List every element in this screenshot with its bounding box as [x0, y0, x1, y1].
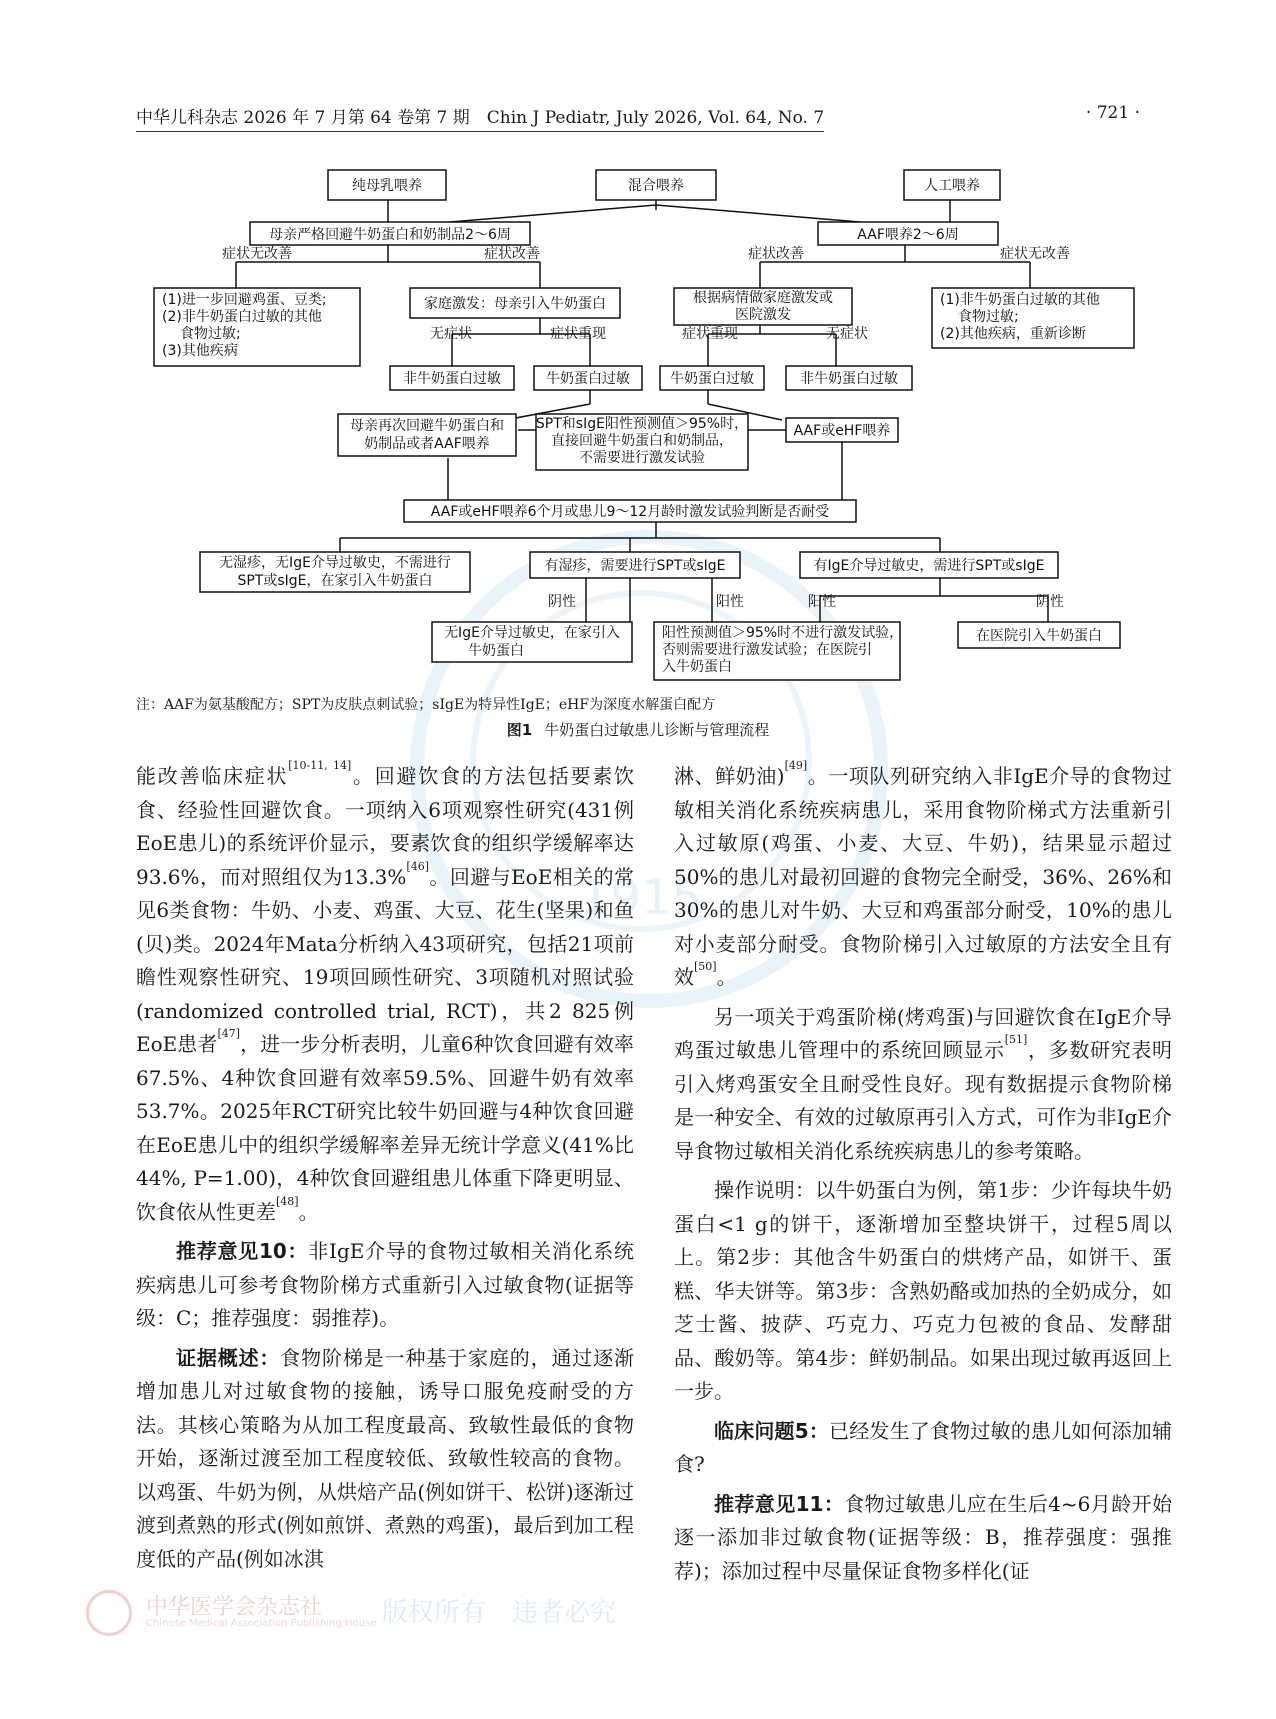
label-ige-history: 有IgE介导过敏史，需进行SPT或sIgE — [813, 558, 1045, 574]
left-no-improve-line-4: (3)其他疾病 — [162, 343, 238, 359]
recommendation-11: 推荐意见11：食物过敏患儿应在生后4~6月龄开始逐一添加非过敏食物(证据等级：B，推荐强度：强推荐)；添加过程中尽量保证食物多样化(证 — [674, 1491, 1172, 1583]
home-intro-line-1: 无IgE介导过敏史，在家引入 — [444, 625, 620, 641]
label-formula-feeding: 人工喂养 — [924, 178, 980, 194]
label-left-cma: 牛奶蛋白过敏 — [546, 371, 630, 387]
citation: [47] — [217, 1027, 241, 1040]
figure-title: 牛奶蛋白过敏患儿诊断与管理流程 — [544, 721, 770, 739]
label-left-recur: 症状重现 — [550, 326, 606, 342]
watermark-year: 1915 — [580, 870, 703, 926]
right-column — [674, 760, 1172, 1594]
journal-citation: 中华儿科杂志 2026 年 7 月第 64 卷第 7 期 Chin J Pediatr, July 2026, Vol. 64, No. 7 — [136, 103, 824, 132]
ppv-line-2: 否则需要进行激发试验；在医院引 — [662, 642, 872, 658]
citation: [46] — [406, 859, 429, 873]
citation: [51] — [1004, 1033, 1028, 1046]
recommendation-11-label: 推荐意见11： — [714, 1491, 845, 1516]
label-positive-1: 阳性 — [716, 594, 744, 610]
label-aaf-2-6w: AAF喂养2～6周 — [857, 227, 959, 243]
label-hospital-intro: 在医院引入牛奶蛋白 — [976, 628, 1102, 644]
figure-note: 注：AAF为氨基酸配方；SPT为皮肤点刺试验；sIgE为特异性IgE；eHF为深度水解蛋白配方 — [136, 697, 716, 713]
label-decision: AAF或eHF喂养6个月或患儿9～12月龄时激发试验判断是否耐受 — [430, 504, 830, 520]
ppv-line-3: 入牛奶蛋白 — [662, 659, 732, 675]
citation: [50] — [694, 960, 717, 973]
label-positive-2: 阳性 — [808, 594, 836, 610]
copyright-stamp: 版权所有 违者必究 — [382, 1598, 617, 1628]
recommendation-10-label: 推荐意见10： — [176, 1239, 309, 1263]
label-eczema: 有湿疹，需要进行SPT或sIgE — [544, 558, 726, 574]
left-no-improve-line-1: (1)进一步回避鸡蛋、豆类; — [162, 292, 327, 308]
avoid-again-line-2: 奶制品或者AAF喂养 — [364, 436, 490, 452]
label-left-improve: 症状改善 — [484, 246, 540, 262]
no-eczema-line-1: 无湿疹，无IgE介导过敏史，不需进行 — [219, 555, 451, 571]
operation-instructions: 操作说明：以牛奶蛋白为例，第1步：少许每块牛奶蛋白<1 g的饼干，逐渐增加至整块饼干，过程5周以上。第2步：其他含牛奶蛋白的烘烤产品，如饼干、蛋糕、华夫饼等。第3步：含熟奶酪或加热的全奶成分，如芝士酱、披萨、巧克力、巧克力包被的食品、发酵甜品、酸奶等。第4步：鲜奶制品。如果出现过敏再返回上一步。 — [674, 1178, 1172, 1403]
label-right-no-improve: 症状无改善 — [1000, 246, 1070, 262]
left-column — [136, 760, 634, 1582]
right-no-improve-line-3: (2)其他疾病，重新诊断 — [940, 326, 1086, 342]
right-challenge-line-2: 医院激发 — [735, 307, 791, 323]
label-aaf-ehf: AAF或eHF喂养 — [793, 423, 891, 439]
publisher-name: 中华医学会杂志社 — [146, 1595, 323, 1620]
publisher-logo-icon — [86, 1590, 132, 1636]
citation: [49] — [784, 759, 808, 772]
figure-label: 图1 — [506, 721, 533, 739]
label-mother-avoid: 母亲严格回避牛奶蛋白和奶制品2～6周 — [269, 227, 511, 243]
left-no-improve-line-2: (2)非牛奶蛋白过敏的其他 — [162, 309, 322, 325]
clinical-question-5: 临床问题5：已经发生了食物过敏的患儿如何添加辅食? — [674, 1418, 1172, 1476]
label-negative-1: 阴性 — [548, 594, 576, 610]
page-number: · 721 · — [1085, 103, 1140, 123]
avoid-again-line-1: 母亲再次回避牛奶蛋白和 — [350, 418, 504, 434]
recommendation-10: 推荐意见10：非IgE介导的食物过敏相关消化系统疾病患儿可参考食物阶梯方式重新引入过敏食物(证据等级：C；推荐强度：弱推荐)。 — [136, 1239, 634, 1330]
right-no-improve-line-2: 食物过敏; — [958, 309, 1019, 325]
label-right-non-cma: 非牛奶蛋白过敏 — [800, 371, 898, 387]
citation: [48] — [276, 1194, 299, 1208]
publisher-name-en: Chinese Medical Association Publishing House — [146, 1618, 377, 1629]
label-home-challenge: 家庭激发：母亲引入牛奶蛋白 — [424, 296, 606, 312]
right-no-improve-line-1: (1)非牛奶蛋白过敏的其他 — [940, 292, 1100, 308]
ppv-line-1: 阳性预测值＞95%时不进行激发试验， — [662, 625, 904, 641]
no-eczema-line-2: SPT或sIgE，在家引入牛奶蛋白 — [237, 573, 433, 589]
publisher-watermark — [86, 1590, 617, 1634]
label-left-no-improve: 症状无改善 — [222, 246, 292, 262]
clinical-question-5-label: 临床问题5： — [714, 1418, 830, 1443]
citation: [10-11, 14] — [288, 759, 352, 772]
right-paragraph-1: 淋、鲜奶油)[49]。一项队列研究纳入非IgE介导的食物过敏相关消化系统疾病患儿，采用食物阶梯式方法重新引入过敏原(鸡蛋、小麦、大豆、牛奶)，结果显示超过50%的患儿对最初回避的食物完全耐受，36%、26%和30%的患儿对牛奶、大豆和鸡蛋部分耐受，10%的患儿对小麦部分耐受。食物阶梯引入过敏原的方法安全且有效[50]。 — [674, 759, 1172, 989]
home-intro-line-2: 牛奶蛋白 — [468, 643, 524, 659]
left-no-improve-line-3: 食物过敏; — [180, 326, 241, 342]
figure-caption — [0, 719, 1276, 740]
label-left-non-cma: 非牛奶蛋白过敏 — [403, 371, 501, 387]
spt-box-line-2: 直接回避牛奶蛋白和奶制品， — [551, 433, 733, 449]
label-negative-2: 阴性 — [1036, 594, 1064, 610]
right-challenge-line-1: 根据病情做家庭激发或 — [693, 290, 833, 306]
label-mixed-feeding: 混合喂养 — [628, 178, 684, 194]
label-right-cma: 牛奶蛋白过敏 — [670, 371, 754, 387]
label-breastfeeding: 纯母乳喂养 — [352, 178, 422, 194]
spt-box-line-3: 不需要进行激发试验 — [579, 450, 705, 466]
flowchart — [0, 0, 1276, 690]
label-right-no-symptom: 无症状 — [826, 326, 868, 342]
left-paragraph-1: 能改善临床症状[10-11, 14]。回避饮食的方法包括要素饮食、经验性回避饮食。一项纳入6项观察性研究(431例EoE患儿)的系统评价显示，要素饮食的组织学缓解率达93.6%，而对照组仅为13.3%[46]。回避与EoE相关的常见6类食物：牛奶、小麦、鸡蛋、大豆、花生(坚果)和鱼(贝)类。2024年Mata分析纳入43项研究，包括21项前瞻性观察性研究、19项回顾性研究、3项随机对照试验(randomized controlled trial, RCT)，共2 825例EoE患者[47]，进一步分析表明，儿童6种饮食回避有效率67.5%、4种饮食回避有效率59.5%、回避牛奶有效率53.7%。2025年RCT研究比较牛奶回避与4种饮食回避在EoE患儿中的组织学缓解率差异无统计学意义(41%比44%, P=1.00)，4种饮食回避组患儿体重下降更明显、饮食依从性更差[48]。 — [136, 759, 635, 1224]
right-paragraph-2: 另一项关于鸡蛋阶梯(烤鸡蛋)与回避饮食在IgE介导鸡蛋过敏患儿管理中的系统回顾显示[51]，多数研究表明引入烤鸡蛋安全且耐受性良好。现有数据提示食物阶梯是一种安全、有效的过敏原再引入方式，可作为非IgE介导食物过敏相关消化系统疾病患儿的参考策略。 — [674, 1004, 1173, 1163]
label-left-no-symptom: 无症状 — [430, 326, 472, 342]
spt-box-line-1: SPT和sIgE阳性预测值＞95%时， — [535, 416, 749, 432]
label-right-recur: 症状重现 — [682, 326, 738, 342]
evidence-summary-label: 证据概述： — [176, 1345, 281, 1370]
evidence-summary: 证据概述：食物阶梯是一种基于家庭的，通过逐渐增加患儿对过敏食物的接触，诱导口服免疫耐受的方法。其核心策略为从加工程度最高、致敏性最低的食物开始，逐渐过渡至加工程度较低、致敏性较高的食物。以鸡蛋、牛奶为例，从烘焙产品(例如饼干、松饼)逐渐过渡到煮熟的形式(例如煎饼、煮熟的鸡蛋)，最后到加工程度低的产品(例如冰淇 — [136, 1345, 635, 1571]
label-right-improve: 症状改善 — [748, 246, 804, 262]
